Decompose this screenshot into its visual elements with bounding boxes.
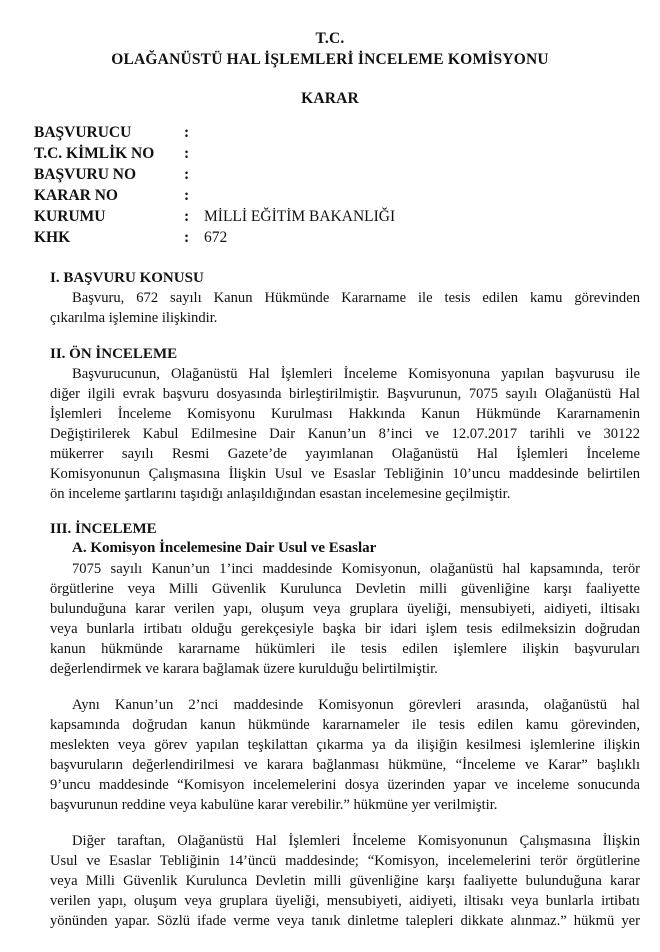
text-line: mükerrer sayılı Resmi Gazete’de yayımlanan Olağanüstü Hal İşlemleri İnceleme xyxy=(50,446,640,462)
text-line: ön inceleme şartlarını taşıdığı anlaşıldığından esastan incelemesine geçilmiştir. xyxy=(50,486,511,502)
meta-colon: : xyxy=(184,187,190,204)
text-line: başvurunun reddine veya kabulüne karar verebilir.” hükmüne yer verilmiştir. xyxy=(50,797,498,813)
text-line: kapsamında doğrudan kanun hükmünde kararnameler ile tesis edilen kamu görevinden, xyxy=(50,717,640,733)
text-line: Aynı Kanun’un 2’nci maddesinde Komisyonun görevleri arasında, olağanüstü hal xyxy=(72,697,640,713)
header-tc: T.C. xyxy=(315,30,345,47)
meta-value: 672 xyxy=(204,229,228,246)
text-line: meslekten veya görev yapılan teşkilattan çıkarma ya da ilişiğin kesilmesi işlemlerine ilişkin xyxy=(50,737,640,753)
meta-colon: : xyxy=(184,208,190,225)
meta-label: KARAR NO xyxy=(34,187,118,204)
text-line: Usul ve Esaslar Tebliğinin 14’üncü maddesinde; “Komisyon, incelemelerini terör örgütlerine xyxy=(50,853,640,869)
section-title-inceleme: III. İNCELEME xyxy=(50,521,157,537)
text-line: veya Milli Güvenlik Kurulunca Devletin milli güvenliğine karşı faaliyette bulunduğuna karar xyxy=(50,873,640,889)
text-line: Başvurucunun, Olağanüstü Hal İşlemleri İnceleme Komisyonuna yapılan başvurusu ile xyxy=(72,366,640,382)
text-line: 9’uncu maddesinde “Komisyon incelemelerini dosya üzerinden yapar ve inceleme sonucunda xyxy=(50,777,640,793)
text-line: diğer ilgili evrak başvuru dosyasında birleştirilmiştir. Başvurunun, 7075 sayılı Olağanüstü Hal xyxy=(50,386,640,402)
text-line: değerlendirmek ve karara bağlamak üzere kurulduğu belirtilmiştir. xyxy=(50,661,438,677)
meta-label: KURUMU xyxy=(34,208,106,225)
text-line: 7075 sayılı Kanun’un 1’inci maddesinde Komisyonun, olağanüstü hal kapsamında, terör xyxy=(72,561,640,577)
section-title-on-inceleme: II. ÖN İNCELEME xyxy=(50,346,178,362)
text-line: veya bunlarla irtibatı olduğu gerekçesiyle başka bir idari işlem tesis edilmeksizin doğrudan xyxy=(50,621,640,637)
text-line: örgütlerine veya Milli Güvenlik Kurulunca Devletin milli güvenliğine karşı faaliyette xyxy=(50,581,640,597)
meta-label: KHK xyxy=(34,229,71,246)
text-line: Diğer taraftan, Olağanüstü Hal İşlemleri İnceleme Komisyonunun Çalışmasına İlişkin xyxy=(72,833,640,849)
text-line: Başvuru, 672 sayılı Kanun Hükmünde Kararname ile tesis edilen kamu görevinden xyxy=(72,290,640,306)
text-line: bulunduğuna karar verilen yapı, oluşum veya gruplara üyeliği, mensubiyeti, aidiyeti, iltisakı xyxy=(50,601,640,617)
meta-label: BAŞVURUCU xyxy=(34,124,132,141)
header-commission: OLAĞANÜSTÜ HAL İŞLEMLERİ İNCELEME KOMİSYONU xyxy=(111,51,549,68)
subsection-title-usul-esaslar: A. Komisyon İncelemesine Dair Usul ve Esaslar xyxy=(72,540,377,556)
meta-colon: : xyxy=(184,166,190,183)
text-line: Komisyonunun Çalışmasına İlişkin Usul ve Esaslar Tebliğinin 10’uncu maddesinde belirtilen xyxy=(50,466,640,482)
text-line: İşlemleri İnceleme Komisyonu Kurulması Hakkında Kanun Hükmünde Kararnamenin xyxy=(50,406,640,422)
text-line: başvuruların değerlendirilmesi ve karara bağlanması hükmüne, “İnceleme ve Karar” başlıklı xyxy=(50,757,640,773)
meta-colon: : xyxy=(184,145,190,162)
text-line: çıkarılma işlemine ilişkindir. xyxy=(50,310,218,326)
meta-label: T.C. KİMLİK NO xyxy=(34,145,155,162)
text-line: kanun hükmünde kararname hükümleri ile tesis edilen işlemlere ilişkin başvuruları xyxy=(50,641,640,657)
section-title-basvuru-konusu: I. BAŞVURU KONUSU xyxy=(50,270,204,286)
meta-value: MİLLİ EĞİTİM BAKANLIĞI xyxy=(204,208,396,225)
meta-colon: : xyxy=(184,124,190,141)
text-line: verilen yapı, oluşum veya gruplara üyeliği, mensubiyeti, aidiyeti, iltisakı veya bunlarla irtibatı xyxy=(50,893,640,909)
meta-label: BAŞVURU NO xyxy=(34,166,137,183)
header-karar: KARAR xyxy=(301,90,359,107)
meta-colon: : xyxy=(184,229,190,246)
text-line: yönünden yapar. Sözlü ifade verme veya tanık dinletme talepleri dikkate alınmaz.” hükmü yer xyxy=(50,913,640,929)
text-line: Değiştirilerek Kabul Edilmesine Dair Kanun’un 8’inci ve 12.07.2017 tarihli ve 30122 xyxy=(50,426,640,442)
